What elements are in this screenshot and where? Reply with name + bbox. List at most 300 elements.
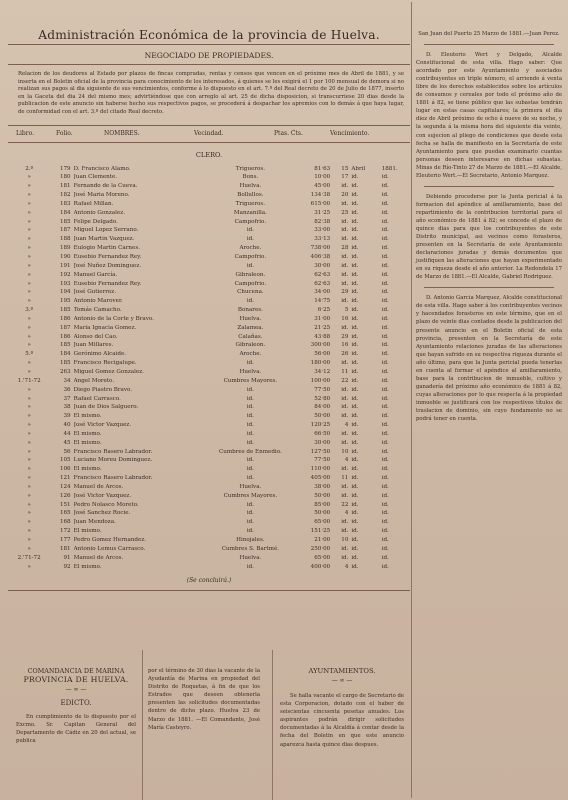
row-day: 4 bbox=[344, 422, 349, 429]
row-year: id. bbox=[381, 422, 389, 429]
row-libro: » bbox=[27, 537, 31, 543]
row-name: El mismo. bbox=[73, 439, 102, 446]
row-name: Eusebio Fernandez Rey. bbox=[73, 254, 142, 260]
row-vecindad: Bons. bbox=[242, 174, 259, 181]
row-amount: 180·00 bbox=[310, 360, 331, 367]
row-name: Antonio Gonzalez. bbox=[73, 209, 125, 216]
row-vecindad: Gibraleon. bbox=[235, 342, 266, 349]
row-year: id. bbox=[381, 236, 389, 243]
row-amount: 52·80 bbox=[314, 395, 331, 402]
row-folio: 92 bbox=[63, 563, 71, 570]
row-folio: 181 bbox=[59, 545, 71, 552]
row-folio: 191 bbox=[59, 262, 71, 269]
row-day: 26 bbox=[341, 351, 349, 358]
main-column bbox=[8, 4, 410, 796]
row-amount: 21·25 bbox=[314, 324, 331, 331]
row-year: id. bbox=[381, 289, 389, 296]
row-folio: 34 bbox=[63, 377, 71, 384]
ayuntamientos-text: Se halla vacante el cargo de Secretario de esta Corporacion, dotado con el haber de seiscientas cincuenta pesetas anuales. Los aspirantes podrán dirigir solicitudes documentadas á la Alcaldía á contar desde la fecha del Boletin en que este anuncio aparezca hasta quince dias despues. bbox=[280, 693, 404, 748]
divider bbox=[424, 44, 554, 45]
row-folio: 172 bbox=[59, 528, 71, 535]
table-row bbox=[10, 182, 408, 191]
row-vecindad: id. bbox=[246, 457, 254, 464]
row-amount: 43·88 bbox=[314, 333, 331, 340]
table-row bbox=[10, 474, 408, 483]
row-name: Miguel Gomez Gonzalez. bbox=[73, 368, 144, 375]
row-day: id. bbox=[341, 298, 349, 305]
row-folio: 195 bbox=[59, 298, 71, 305]
row-folio: 184 bbox=[59, 209, 71, 216]
row-name: Rafael Millan. bbox=[73, 200, 114, 207]
row-vecindad: Trigueros. bbox=[235, 165, 266, 172]
row-folio: 37 bbox=[63, 395, 71, 402]
row-name: Francisco Rasero Labrador. bbox=[73, 448, 153, 455]
row-name: D. Francisco Alamo. bbox=[73, 165, 131, 172]
row-folio: 185 bbox=[59, 342, 71, 349]
row-year: id. bbox=[381, 218, 389, 225]
row-year: id. bbox=[381, 245, 389, 252]
row-day: 10 bbox=[341, 448, 349, 455]
row-day: 17 bbox=[341, 174, 349, 181]
right-notice-2: Debiendo procederse por la Junta pericial á la formacion del apéndice al amillaramiento, base del repartimiento de la contribucion territorial para el año económico de 1881 á 82; se concede el plazo de quince dias para que los contribuyentes de este Distrito municipal, asi vecinos como forasteros, presenten en la Secretaría de este Ayuntamiento declaraciones juradas y demás documentos que justifiquen las alteraciones que hayan experimentado en su riqueza desde el año anterior. La Redondela 17 de Marzo de 1881.—El Alcalde, Gabriel Rodriguez. bbox=[416, 193, 562, 281]
row-month: id. bbox=[351, 475, 359, 482]
row-folio: 187 bbox=[59, 324, 71, 331]
table-row bbox=[10, 359, 408, 368]
row-day: id. bbox=[341, 554, 349, 561]
row-folio: 105 bbox=[59, 457, 71, 464]
row-amount: 77·50 bbox=[314, 386, 331, 393]
row-vecindad: Bollullos. bbox=[237, 192, 264, 199]
row-year: id. bbox=[381, 271, 389, 278]
row-libro: » bbox=[27, 298, 31, 305]
divider bbox=[8, 590, 410, 591]
row-folio: 56 bbox=[63, 448, 71, 455]
row-vecindad: id. bbox=[246, 386, 254, 393]
row-amount: 84·00 bbox=[314, 404, 331, 411]
row-amount: 65·00 bbox=[314, 519, 331, 526]
row-libro: » bbox=[27, 289, 31, 296]
table-row bbox=[10, 368, 408, 377]
row-name: Angel Moreto. bbox=[73, 377, 115, 384]
row-libro: » bbox=[27, 324, 31, 331]
table-row bbox=[10, 191, 408, 200]
row-amount: 250·00 bbox=[310, 545, 331, 552]
row-day: id. bbox=[341, 360, 349, 367]
row-amount: 56·00 bbox=[314, 351, 331, 358]
row-amount: 127·50 bbox=[310, 448, 331, 455]
row-year: id. bbox=[381, 315, 389, 322]
row-folio: 45 bbox=[63, 439, 71, 446]
row-day: id. bbox=[341, 439, 349, 446]
row-day: id. bbox=[341, 483, 349, 490]
row-day: id. bbox=[341, 386, 349, 393]
row-day: id. bbox=[341, 545, 349, 552]
row-month: id. bbox=[351, 563, 359, 570]
table-row bbox=[10, 315, 408, 324]
row-name: José Nuñez Dominguez. bbox=[73, 262, 142, 269]
table-row bbox=[10, 501, 408, 510]
row-month: id. bbox=[351, 342, 359, 349]
row-month: id. bbox=[351, 501, 359, 508]
row-vecindad: Cumbres Mayores. bbox=[223, 492, 278, 499]
row-year: id. bbox=[381, 262, 389, 269]
row-amount: 50·00 bbox=[314, 510, 331, 517]
row-vecindad: Cumbres Mayores. bbox=[223, 377, 278, 384]
row-amount: 615·00 bbox=[310, 200, 331, 207]
row-libro: » bbox=[27, 519, 31, 526]
row-amount: 38·00 bbox=[314, 483, 331, 490]
row-year: id. bbox=[381, 492, 389, 499]
row-amount: 151·25 bbox=[310, 528, 331, 535]
table-row bbox=[10, 209, 408, 218]
row-vecindad: Chucena. bbox=[237, 289, 264, 296]
row-month: id. bbox=[351, 377, 359, 384]
row-month: id. bbox=[351, 439, 359, 446]
row-amount: 45·00 bbox=[314, 183, 331, 190]
row-month: id. bbox=[351, 537, 359, 543]
table-row bbox=[10, 518, 408, 527]
table-row bbox=[10, 173, 408, 182]
row-vecindad: id. bbox=[246, 236, 254, 243]
row-amount: 62·63 bbox=[314, 271, 331, 278]
row-month: id. bbox=[351, 271, 359, 278]
right-notice-1: D. Eleuterio Wert y Delgado, Alcalde Constitucional de esta villa. Hago saber: Que acordado por este Ayuntamiento y asociados contribuyentes en triple número, el arriendo á venta libre de los derechos establecidos sobre los artículos de consumos y cereales por todo el próximo año de 1881 á 82, se tiene público que las subastas tendrán lugar en estas casas capitulares; la primera el dia diez de Abril próximo de ocho á nueve de su noche, y la segunda á la misma hora del siguiente dia veinte, con sujecion al pliego de condiciones que desde esta fecha se halla de manifiesto en la Secretaría de este Ayuntamiento para que puedan examinarlo cuantas personas deseen interesarse en dichas subastas. Minas de Río-Tinto 27 de Marzo de 1881.—El Alcalde, Eleuterio Wert.—El Secretario, Antonio Marquez. bbox=[416, 52, 562, 179]
right-top-signature: San Juan del Puerto 25 Marzo de 1881.—Juan Perez. bbox=[418, 31, 560, 37]
row-vecindad: id. bbox=[246, 430, 254, 437]
row-day: 28 bbox=[341, 245, 349, 252]
row-name: Maria Ignacia Gomez. bbox=[73, 324, 137, 331]
divider bbox=[424, 186, 554, 187]
divider bbox=[8, 64, 410, 65]
row-month: id. bbox=[351, 200, 359, 207]
row-folio: 121 bbox=[59, 475, 71, 482]
row-folio: 180 bbox=[59, 174, 71, 181]
row-vecindad: Cumbres S. Bartmé. bbox=[221, 545, 280, 552]
row-day: 22 bbox=[341, 377, 349, 384]
row-year: id. bbox=[381, 368, 389, 375]
row-year: id. bbox=[381, 280, 389, 287]
row-month: id. bbox=[351, 368, 359, 375]
row-libro: » bbox=[27, 183, 31, 190]
row-amount: 10·00 bbox=[314, 174, 331, 181]
row-name: El mismo. bbox=[73, 413, 102, 420]
row-folio: 165 bbox=[59, 510, 71, 517]
divider bbox=[8, 125, 410, 126]
row-name: Antonio de la Corte y Bravo. bbox=[73, 315, 154, 322]
row-libro: » bbox=[27, 501, 31, 508]
row-amount: 34·00 bbox=[314, 289, 331, 296]
row-libro: » bbox=[27, 413, 31, 420]
marina-province: PROVINCIA DE HUELVA. bbox=[23, 675, 129, 684]
row-libro: » bbox=[27, 457, 31, 464]
table-row bbox=[10, 536, 408, 545]
row-year: id. bbox=[381, 448, 389, 455]
ayuntamientos-heading: AYUNTAMIENTOS. bbox=[308, 667, 376, 675]
row-amount: 400·00 bbox=[310, 563, 331, 570]
divider bbox=[8, 142, 410, 143]
row-amount: 21·00 bbox=[314, 537, 331, 543]
row-libro: » bbox=[27, 315, 31, 322]
row-name: José Victor Vazquez. bbox=[73, 492, 132, 499]
row-folio: 168 bbox=[59, 519, 71, 526]
row-year: id. bbox=[381, 227, 389, 234]
row-name: El mismo. bbox=[73, 466, 102, 473]
row-libro: » bbox=[27, 395, 31, 402]
row-folio: 263 bbox=[59, 368, 71, 375]
column-rule bbox=[272, 650, 273, 800]
row-folio: 124 bbox=[59, 483, 71, 490]
row-libro: » bbox=[27, 510, 31, 517]
row-day: id. bbox=[341, 404, 349, 411]
table-row bbox=[10, 395, 408, 404]
row-day: id. bbox=[341, 528, 349, 535]
row-folio: 40 bbox=[63, 422, 71, 429]
table-row bbox=[10, 483, 408, 492]
table-row bbox=[10, 545, 408, 554]
right-column bbox=[416, 4, 562, 796]
table-row bbox=[10, 554, 408, 563]
row-vecindad: Cumbres de Enmedio. bbox=[218, 448, 282, 455]
row-folio: 106 bbox=[59, 466, 71, 473]
marina-edict-text: En cumplimiento de lo dispuesto por el Excmo. Sr. Capitan General del Departamento de Cádiz en 20 del actual, se publica bbox=[16, 714, 136, 745]
notice-marina bbox=[16, 667, 136, 745]
column-rule bbox=[411, 2, 412, 798]
row-vecindad: id. bbox=[246, 466, 254, 473]
row-libro: » bbox=[27, 342, 31, 349]
row-year: id. bbox=[381, 307, 389, 314]
row-year: id. bbox=[381, 298, 389, 305]
row-name: Eusebio Fernandez Rey. bbox=[73, 280, 142, 287]
row-amount: 66·50 bbox=[314, 430, 331, 437]
table-row bbox=[10, 403, 408, 412]
row-amount: 738·00 bbox=[310, 245, 331, 252]
row-month: id. bbox=[351, 315, 359, 322]
row-libro: » bbox=[27, 360, 31, 367]
row-amount: 82·38 bbox=[314, 218, 331, 225]
row-vecindad: Aroche. bbox=[239, 245, 262, 252]
row-vecindad: id. bbox=[246, 298, 254, 305]
row-folio: 126 bbox=[59, 492, 71, 499]
row-day: 29 bbox=[341, 333, 349, 340]
row-amount: 31·00 bbox=[314, 315, 331, 322]
row-month: id. bbox=[351, 262, 359, 269]
row-month: id. bbox=[351, 183, 359, 190]
row-folio: 179 bbox=[59, 165, 71, 172]
row-libro: » bbox=[27, 218, 31, 225]
table-row bbox=[10, 253, 408, 262]
row-year: id. bbox=[381, 475, 389, 482]
row-vecindad: id. bbox=[246, 501, 254, 508]
row-month: id. bbox=[351, 209, 359, 216]
row-name: Manuel de Arcos. bbox=[73, 554, 124, 561]
row-name: Juan Millares. bbox=[73, 342, 114, 349]
row-year: id. bbox=[381, 457, 389, 464]
table-row bbox=[10, 226, 408, 235]
row-month: id. bbox=[351, 360, 359, 367]
row-libro: » bbox=[27, 245, 31, 252]
row-folio: 177 bbox=[59, 537, 71, 543]
row-year: id. bbox=[381, 483, 389, 490]
row-vecindad: Gibraleon. bbox=[235, 271, 266, 278]
row-libro: » bbox=[27, 271, 31, 278]
row-vecindad: Bonares. bbox=[237, 307, 263, 314]
row-vecindad: Aroche. bbox=[239, 351, 262, 358]
row-amount: 14·75 bbox=[314, 298, 331, 305]
row-libro: » bbox=[27, 368, 31, 375]
row-name: Luciano Moreu Dominguez. bbox=[73, 457, 153, 464]
row-amount: 30·00 bbox=[314, 262, 331, 269]
table-row bbox=[10, 386, 408, 395]
table-row bbox=[10, 448, 408, 457]
row-month: id. bbox=[351, 466, 359, 473]
row-folio: 184 bbox=[59, 351, 71, 358]
row-name: El mismo. bbox=[73, 563, 102, 570]
row-year: id. bbox=[381, 174, 389, 181]
row-folio: 44 bbox=[63, 430, 71, 437]
ornament: — ∞ — bbox=[331, 677, 353, 684]
table-row bbox=[10, 200, 408, 209]
row-vecindad: id. bbox=[246, 360, 254, 367]
row-month: id. bbox=[351, 307, 359, 314]
row-amount: 33·00 bbox=[314, 227, 331, 234]
row-day: 4 bbox=[344, 457, 349, 464]
row-name: Francisco Recigalupe. bbox=[73, 360, 137, 367]
header-pesos: Ptas. Cts. bbox=[274, 130, 303, 138]
row-name: Pedro Nolasco Moreto. bbox=[73, 501, 139, 508]
row-libro: 3.º bbox=[25, 307, 34, 314]
table-row bbox=[10, 341, 408, 350]
row-name: José Sanchez Rocie. bbox=[73, 510, 131, 517]
row-vecindad: Huelva. bbox=[239, 483, 262, 490]
row-name: Fernando de la Cueva. bbox=[73, 183, 138, 190]
row-name: Juan Mendoza. bbox=[73, 519, 116, 526]
row-name: Pedro Gomez Hernandez. bbox=[73, 537, 147, 543]
row-name: El mismo. bbox=[73, 528, 102, 535]
row-vecindad: id. bbox=[246, 475, 254, 482]
row-name: José Maria Moreno. bbox=[73, 192, 130, 199]
row-month: id. bbox=[351, 448, 359, 455]
table-row bbox=[10, 235, 408, 244]
row-amount: 81·63 bbox=[314, 165, 331, 172]
header-folio: Folio. bbox=[56, 130, 73, 138]
section-title: NEGOCIADO DE PROPIEDADES. bbox=[144, 51, 274, 60]
row-vecindad: Calañas. bbox=[238, 333, 263, 340]
row-year: id. bbox=[381, 342, 389, 349]
row-amount: 50·00 bbox=[314, 492, 331, 499]
row-libro: » bbox=[27, 262, 31, 269]
row-year: id. bbox=[381, 466, 389, 473]
ledger-table bbox=[10, 165, 408, 572]
row-vecindad: id. bbox=[246, 563, 254, 570]
row-amount: 110·00 bbox=[310, 466, 331, 473]
row-day: id. bbox=[341, 218, 349, 225]
row-month: id. bbox=[351, 413, 359, 420]
header-libro: Libro. bbox=[16, 130, 35, 138]
row-month: id. bbox=[351, 395, 359, 402]
row-amount: 85·00 bbox=[314, 501, 331, 508]
row-amount: 134·38 bbox=[310, 192, 331, 199]
row-day: id. bbox=[341, 183, 349, 190]
table-row bbox=[10, 324, 408, 333]
row-vecindad: Huelva. bbox=[239, 183, 262, 190]
row-month: id. bbox=[351, 404, 359, 411]
row-name: Rafael Carrasco. bbox=[73, 395, 121, 402]
row-day: 10 bbox=[341, 537, 349, 543]
row-folio: 38 bbox=[63, 404, 71, 411]
row-month: id. bbox=[351, 492, 359, 499]
row-amount: 300·00 bbox=[310, 342, 331, 349]
row-day: id. bbox=[341, 492, 349, 499]
row-folio: 36 bbox=[63, 386, 71, 393]
row-month: id. bbox=[351, 236, 359, 243]
row-day: 4 bbox=[344, 510, 349, 517]
row-folio: 186 bbox=[59, 333, 71, 340]
row-folio: 39 bbox=[63, 413, 71, 420]
row-month: id. bbox=[351, 554, 359, 561]
row-month: id. bbox=[351, 324, 359, 331]
row-vecindad: id. bbox=[246, 227, 254, 234]
row-name: Juan Clemente. bbox=[73, 174, 118, 181]
table-row bbox=[10, 288, 408, 297]
row-libro: » bbox=[27, 422, 31, 429]
row-month: id. bbox=[351, 333, 359, 340]
row-vecindad: id. bbox=[246, 510, 254, 517]
row-libro: » bbox=[27, 227, 31, 234]
row-name: Antonio Lemus Carrasco. bbox=[73, 545, 146, 552]
header-vencimiento: Vencimiento. bbox=[330, 130, 370, 138]
row-vecindad: Manzanilla. bbox=[233, 209, 267, 216]
row-month: id. bbox=[351, 457, 359, 464]
row-folio: 181 bbox=[59, 183, 71, 190]
row-amount: 34·12 bbox=[314, 368, 331, 375]
row-folio: 186 bbox=[59, 315, 71, 322]
table-row bbox=[10, 280, 408, 289]
row-day: id. bbox=[341, 395, 349, 402]
row-month: id. bbox=[351, 298, 359, 305]
row-vecindad: Campofrio. bbox=[234, 280, 267, 287]
row-libro: » bbox=[27, 483, 31, 490]
row-folio: 190 bbox=[59, 254, 71, 260]
row-year: id. bbox=[381, 528, 389, 535]
row-libro: 2.'71-72 bbox=[17, 554, 41, 561]
row-libro: 5.º bbox=[25, 351, 34, 358]
row-folio: 187 bbox=[59, 227, 71, 234]
table-row bbox=[10, 439, 408, 448]
row-amount: 65·00 bbox=[314, 554, 331, 561]
row-day: id. bbox=[341, 227, 349, 234]
row-libro: » bbox=[27, 466, 31, 473]
row-name: Alonso del Cao. bbox=[73, 333, 118, 340]
divider bbox=[8, 44, 410, 45]
row-vecindad: Trigueros. bbox=[235, 200, 266, 207]
row-name: Miguel Lopez Serrano. bbox=[73, 227, 139, 234]
right-notice-3: D. Antonio Garcia Marquez, Alcalde constitucional de esta villa. Hago saber á los contribuyentes vecinos y hacendados forasteros en este término, que en el plazo de veinte dias contados desde la publicacion del presente anuncio en el Boletin oficial de esta provincia, presenten en la Secretaría de este Ayuntamiento relaciones juradas de las alteraciones que hayan sufrido en su respectiva riqueza durante el año último, para que la Junta pericial pueda tenerlas en cuenta al formar el apéndice al amillaramiento, base para la contribucion de inmueble, cultivo y ganadería del próximo año económico de 1881 á 82, cuyas alteraciones por lo que respecta á la propiedad inmueble se justificará con los respectivos títulos de traslacion de dominio, sin cuyo fundamento no se podrá tener en cuenta. bbox=[416, 295, 562, 423]
row-libro: » bbox=[27, 209, 31, 216]
row-amount: 77·50 bbox=[314, 457, 331, 464]
row-day: id. bbox=[341, 254, 349, 260]
row-libro: » bbox=[27, 430, 31, 437]
row-libro: » bbox=[27, 475, 31, 482]
notice-marina-continued: por el término de 30 dias la vacante de la Ayudantía de Marina en propiedad del Distrito de Roquetas, á fin de que los Estrados que deseen obtenerla presenten las solicitudes documentadas dentro de dicho plazo. Huelva 23 de Marzo de 1881. —El Comandante, José María Casteyro. bbox=[148, 668, 260, 731]
row-day: 16 bbox=[341, 315, 349, 322]
row-amount: 405·00 bbox=[310, 475, 331, 482]
table-row bbox=[10, 244, 408, 253]
table-row bbox=[10, 456, 408, 465]
table-row bbox=[10, 271, 408, 280]
row-year: id. bbox=[381, 209, 389, 216]
row-year: id. bbox=[381, 395, 389, 402]
row-folio: 91 bbox=[63, 554, 71, 561]
